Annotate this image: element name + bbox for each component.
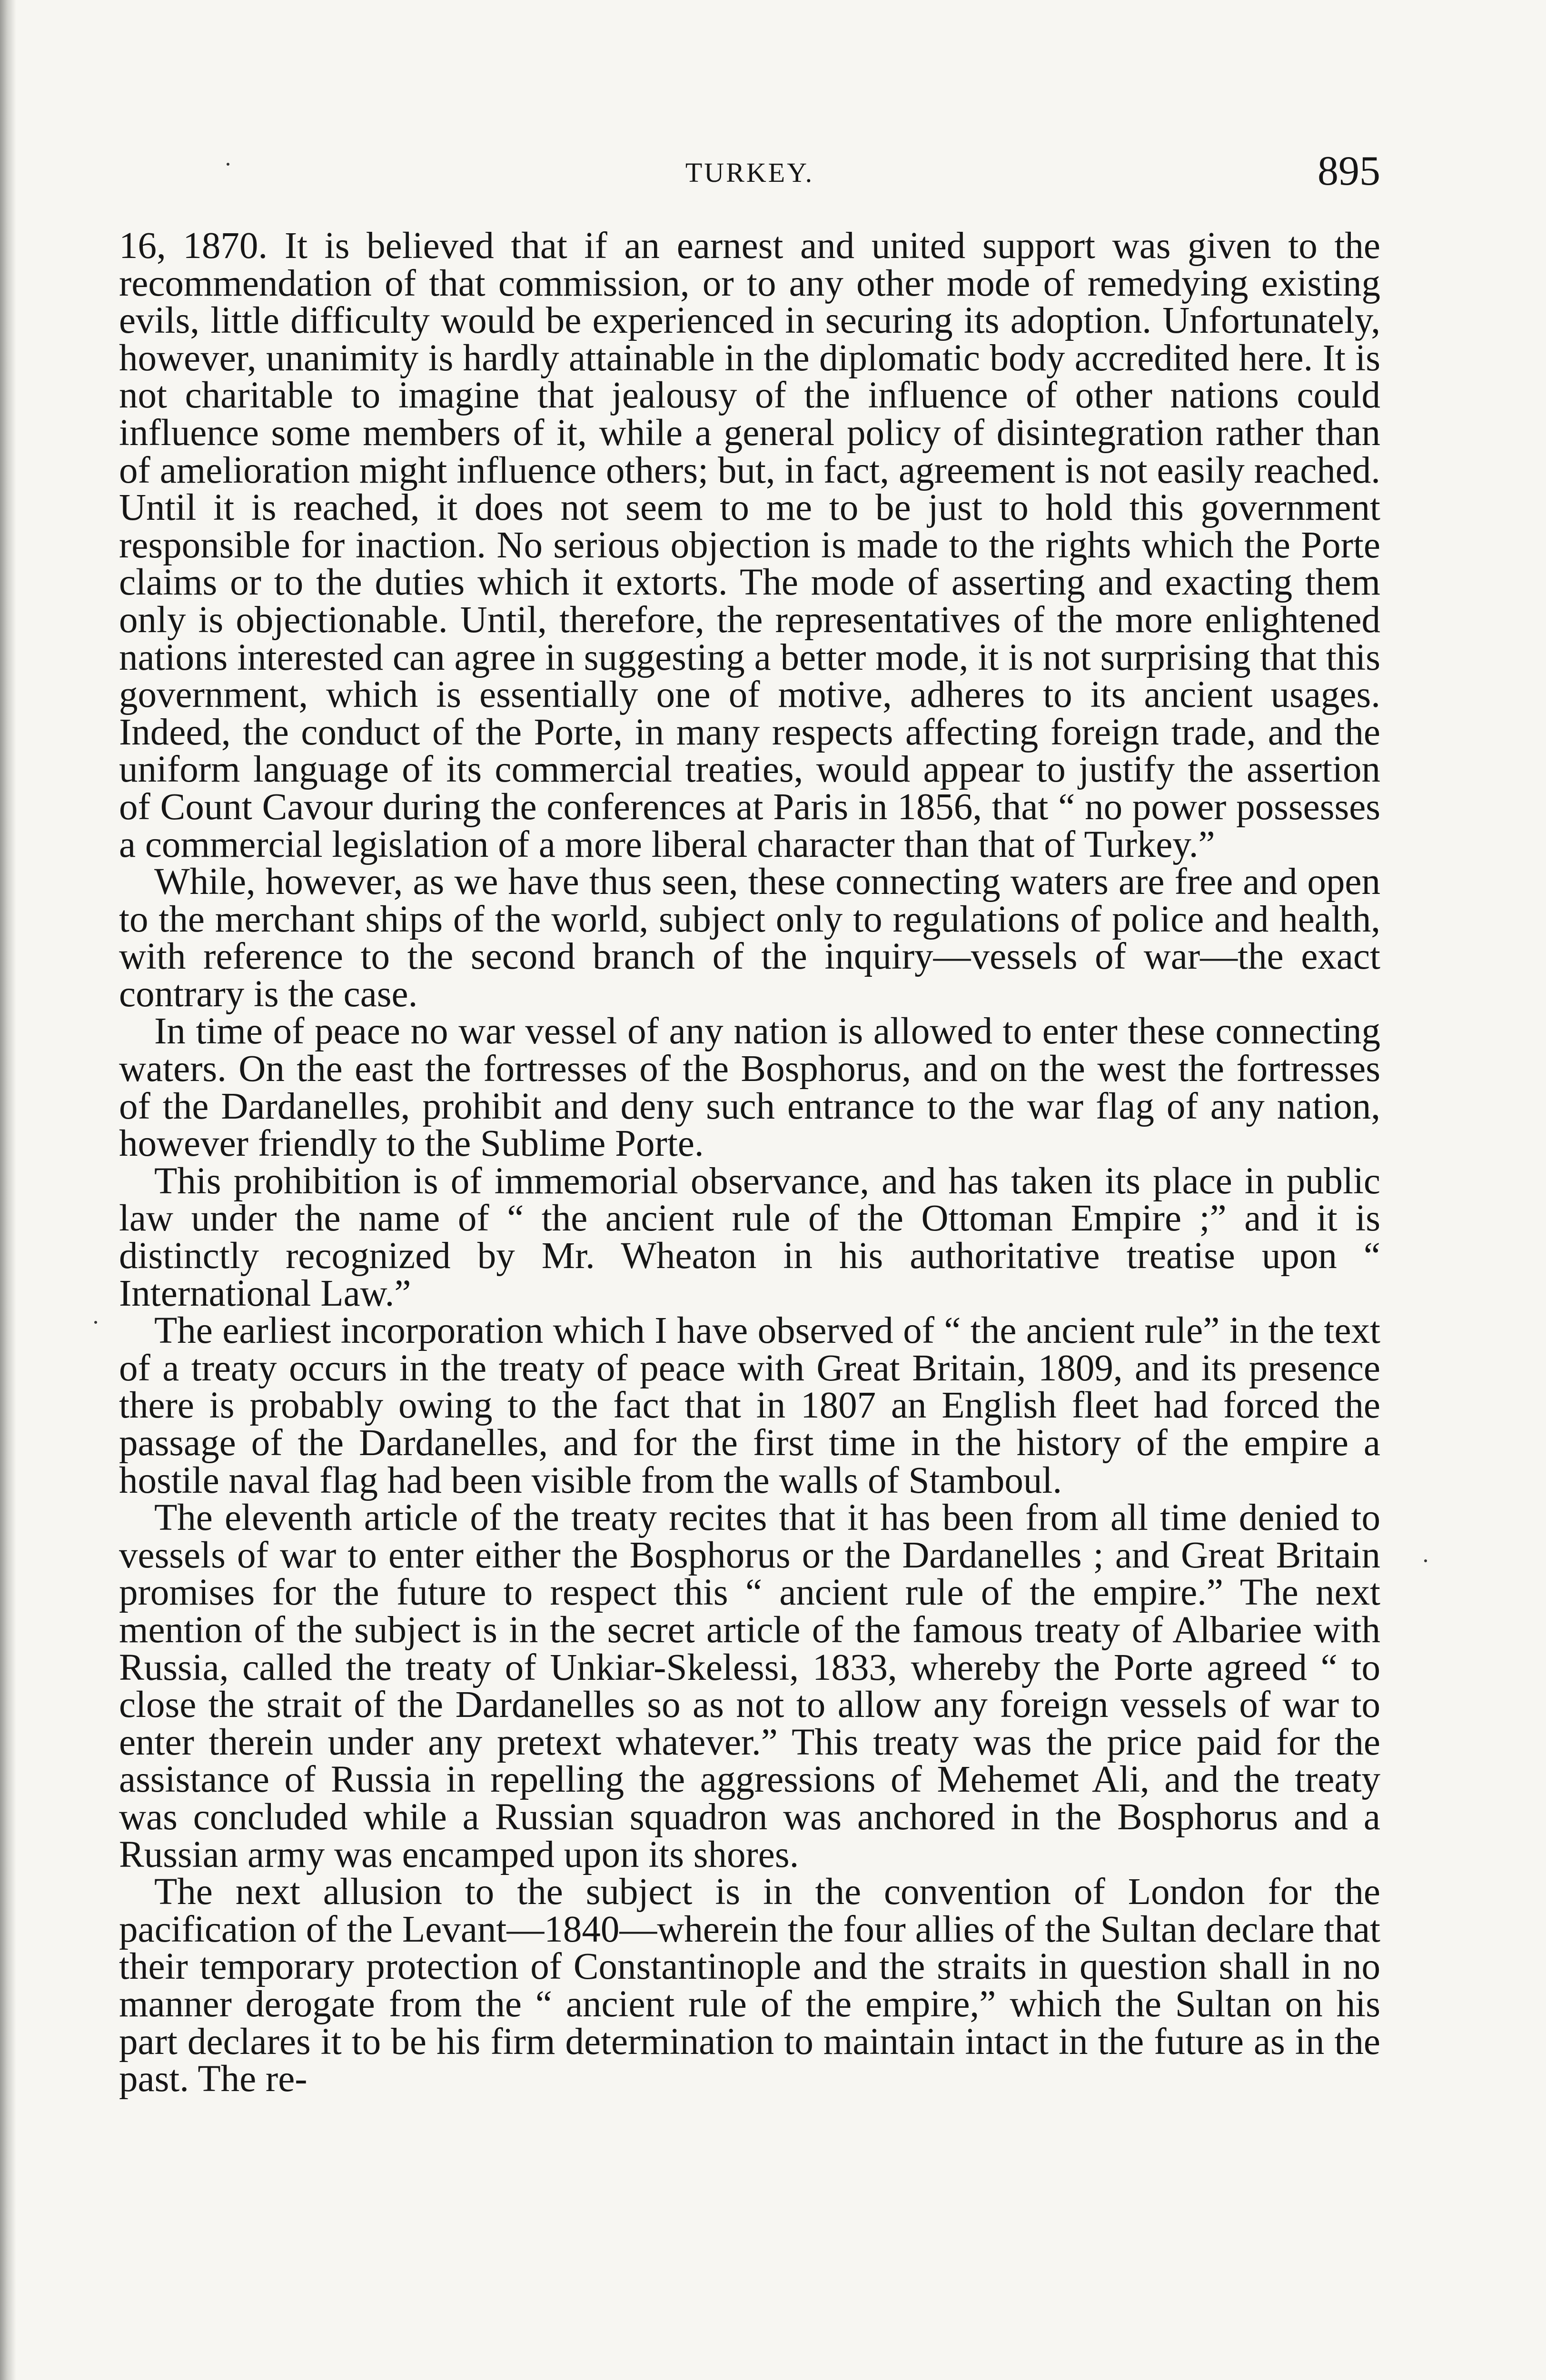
binding-edge — [0, 0, 16, 2380]
paragraph-5: The earliest incorporation which I have observed of “ the ancient rule” in the text of a treaty occurs in the treaty of peace with Great Britain, 1809, and its presence there is probably owing to the fact that in 1807 an English fleet had forced the passage of the Dardanelles, and for the first time in the history of the empire a hostile naval flag had been visible from the walls of Stamboul. — [119, 1310, 1380, 1501]
paragraph-2: While, however, as we have thus seen, these connecting waters are free and open to the merchant ships of the world, subject only to regulations of police and health, with reference to the second branch of the inquiry—vessels of war—the exact contrary is the case. — [119, 861, 1380, 1015]
page-number: 895 — [1318, 148, 1380, 194]
print-speck — [94, 1321, 97, 1324]
paragraph-6: The eleventh article of the treaty recites that it has been from all time denied to vessels of war to enter either the Bosphorus or the Dardanelles ; and Great Britain promises for the future to respect this “ ancient rule of the empire.” The next mention of the subject is in the secret article of the famous treaty of Albariee with Russia, called the treaty of Unkiar-Skelessi, 1833, whereby the Porte agreed “ to close the strait of the Dardanelles so as not to allow any foreign vessels of war to enter therein under any pretext whatever.” This treaty was the price paid for the assistance of Russia in repelling the aggressions of Mehemet Ali, and the treaty was concluded while a Russian squadron was anchored in the Bosphorus and a Russian army was encamped upon its shores. — [119, 1497, 1380, 1875]
paragraph-4: This prohibition is of immemorial observance, and has taken its place in public law under the name of “ the ancient rule of the Ottoman Empire ;” and it is distinctly recognized by Mr. Wheaton in his authoritative treatise upon “ International Law.” — [119, 1160, 1380, 1314]
paragraph-3: In time of peace no war vessel of any nation is allowed to enter these connecting waters. On the east the fortresses of the Bosphorus, and on the west the fortresses of the Dardanelles, prohibit and deny such entrance to the war flag of any nation, however friendly to the Sublime Porte. — [119, 1011, 1380, 1165]
body-text — [119, 225, 1380, 2100]
paragraph-7: The next allusion to the subject is in the convention of London for the pacification of the Levant—1840—wherein the four allies of the Sultan declare that their temporary protection of Constantinople and the straits in question shall in no manner derogate from the “ ancient rule of the empire,” which the Sultan on his part declares it to be his firm determination to maintain intact in the future as in the past. The re- — [119, 1871, 1380, 2100]
print-speck — [1424, 1559, 1427, 1562]
print-speck — [227, 163, 229, 166]
running-head: TURKEY. — [685, 157, 814, 188]
paragraph-1: 16, 1870. It is believed that if an earnest and united support was given to the recommendation of that commission, or to any other mode of remedying existing evils, little difficulty would be experienced in securing its adoption. Unfortunately, however, unanimity is hardly attainable in the diplomatic body accredited here. It is not charitable to imagine that jealousy of the influence of other nations could influence some members of it, while a general policy of disintegration rather than of amelioration might influence others; but, in fact, agreement is not easily reached. Until it is reached, it does not seem to me to be just to hold this government responsible for inaction. No serious objection is made to the rights which the Porte claims or to the duties which it extorts. The mode of asserting and exacting them only is objectionable. Until, therefore, the representatives of the more enlightened nations interested can agree in suggesting a better mode, it is not surprising that this government, which is essentially one of motive, adheres to its ancient usages. Indeed, the conduct of the Porte, in many respects affecting foreign trade, and the uniform language of its commercial treaties, would appear to justify the assertion of Count Cavour during the conferences at Paris in 1856, that “ no power possesses a commercial legislation of a more liberal character than that of Turkey.” — [119, 225, 1380, 865]
page-header — [119, 148, 1380, 199]
